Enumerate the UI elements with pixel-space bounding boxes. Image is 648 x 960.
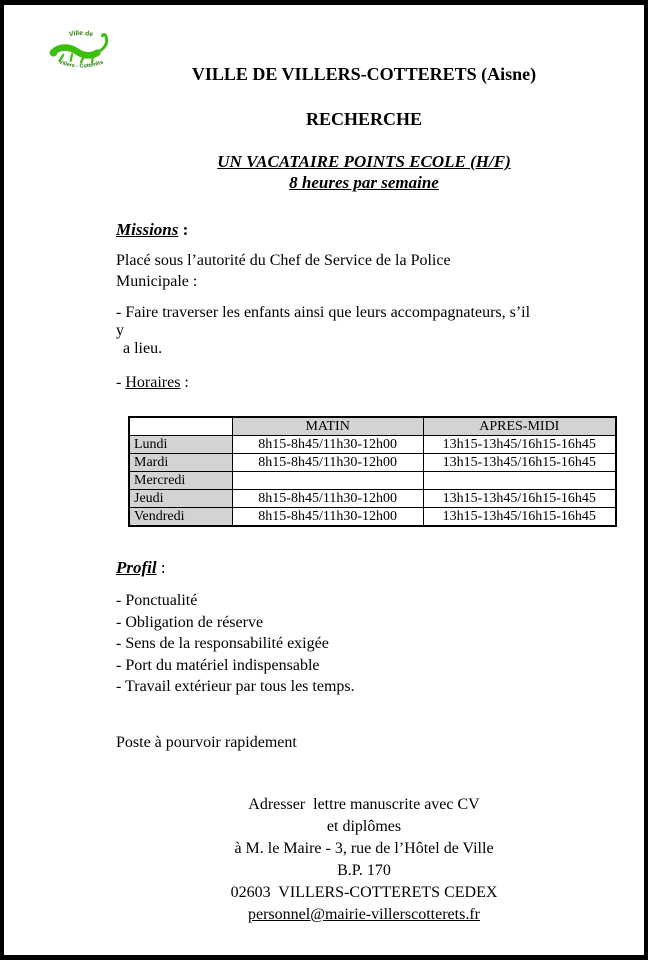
missions-intro-line: Placé sous l’autorité du Chef de Service de la Police	[116, 252, 451, 269]
city-title: VILLE DE VILLERS-COTTERETS (Aisne)	[191, 64, 537, 84]
profil-heading: Profil :	[116, 558, 166, 577]
address-line: B.P. 170	[337, 861, 391, 879]
missions-heading: Missions :	[116, 220, 189, 239]
city-logo	[44, 19, 118, 85]
salamander-icon	[50, 34, 107, 62]
profil-item: - Obligation de réserve	[116, 613, 264, 631]
recherche-heading: RECHERCHE	[305, 109, 422, 129]
missions-task-line: a lieu.	[123, 340, 163, 357]
address-line: Adresser lettre manuscrite avec CV	[248, 795, 480, 813]
table-header-matin: MATIN	[232, 417, 423, 436]
profil-item: - Port du matériel indispensable	[116, 656, 320, 674]
logo-bottom-text: Villers - Cotterêts	[57, 59, 105, 70]
missions-task	[116, 304, 612, 358]
apres-midi-cell: 13h15-13h45/16h15-16h45	[423, 508, 616, 527]
horaires-heading: - Horaires :	[116, 374, 189, 391]
email-link[interactable]: personnel@mairie-villerscotterets.fr	[248, 905, 480, 923]
day-cell: Vendredi	[129, 508, 232, 527]
table-row	[129, 472, 616, 490]
profil-item: - Travail extérieur par tous les temps.	[116, 678, 355, 695]
day-cell: Mercredi	[129, 472, 232, 490]
address-line: à M. le Maire - 3, rue de l’Hôtel de Ville	[234, 839, 494, 857]
table-header-empty	[129, 417, 232, 436]
address-line: et diplômes	[326, 817, 402, 835]
matin-cell: 8h15-8h45/11h30-12h00	[232, 508, 423, 527]
table-row	[129, 490, 616, 508]
apres-midi-cell: 13h15-13h45/16h15-16h45	[423, 436, 616, 454]
missions-task-line: y	[116, 322, 124, 339]
profil-item: - Sens de la responsabilité exigée	[116, 635, 329, 652]
schedule-table	[128, 416, 617, 527]
address-line: 02603 VILLERS-COTTERETS CEDEX	[230, 883, 498, 901]
profil-list	[116, 590, 612, 698]
day-cell: Lundi	[129, 436, 232, 454]
logo-top-text: Ville de	[68, 29, 94, 39]
table-row	[129, 508, 616, 527]
apres-midi-cell: 13h15-13h45/16h15-16h45	[423, 454, 616, 472]
day-cell: Jeudi	[129, 490, 232, 508]
salamander-logo-svg	[44, 19, 118, 85]
matin-cell: 8h15-8h45/11h30-12h00	[232, 490, 423, 508]
email-line	[116, 904, 612, 926]
matin-cell: 8h15-8h45/11h30-12h00	[232, 454, 423, 472]
job-title-line: UN VACATAIRE POINTS ECOLE (H/F)	[217, 152, 511, 171]
matin-cell: 8h15-8h45/11h30-12h00	[232, 436, 423, 454]
availability-note: Poste à pourvoir rapidement	[116, 733, 297, 751]
missions-intro-line: Municipale :	[116, 273, 198, 290]
apres-midi-cell: 13h15-13h45/16h15-16h45	[423, 490, 616, 508]
job-title-block	[116, 151, 612, 193]
table-header-apres-midi: APRES-MIDI	[423, 417, 616, 436]
matin-cell	[232, 472, 423, 490]
document-content	[4, 5, 644, 926]
table-header-row	[129, 417, 616, 436]
job-hours-line: 8 heures par semaine	[289, 173, 439, 192]
day-cell: Mardi	[129, 454, 232, 472]
address-block	[116, 794, 612, 926]
missions-task-line: - Faire traverser les enfants ainsi que leurs accompagnateurs, s’il	[116, 304, 531, 321]
profil-item: - Ponctualité	[116, 592, 198, 609]
table-row	[129, 436, 616, 454]
missions-intro	[116, 250, 612, 292]
apres-midi-cell	[423, 472, 616, 490]
table-row	[129, 454, 616, 472]
